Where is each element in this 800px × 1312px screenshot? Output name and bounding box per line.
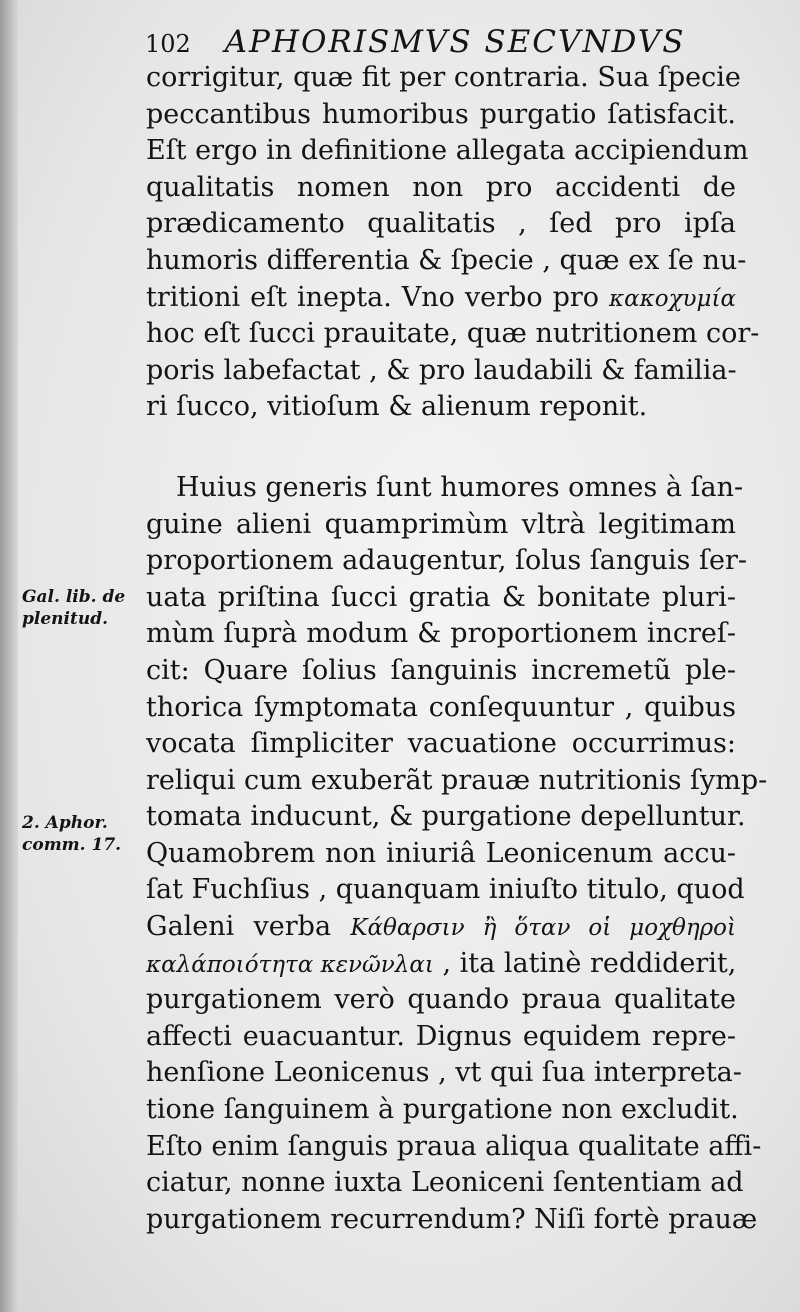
paragraph-gap	[146, 426, 736, 470]
text-line: cit: Quare ſolius ſanguinis incremetũ ple-	[146, 654, 736, 686]
text-line: peccantibus humoribus purgatio ſatisfacit.	[146, 98, 736, 130]
text-line: ciatur, nonne iuxta Leoniceni ſententiam ad	[146, 1167, 744, 1199]
text-line: guine alieni quamprimùm vltrà legitimam	[146, 508, 736, 540]
text-line: corrigitur, quæ fit per contraria. Sua ſpecie	[146, 62, 741, 93]
text-line: mùm ſuprà modum & proportionem increſ-	[146, 618, 736, 650]
text-line: humoris differentia & ſpecie , quæ ex ſe nu-	[146, 244, 747, 276]
text-line: poris labefactat , & pro laudabili & familia-	[146, 354, 737, 386]
margin-note-line: comm. 17.	[22, 835, 122, 855]
text-line: thorica ſymptomata conſequuntur , quibus	[146, 691, 736, 723]
running-title: APHORISMVS SECVNDVS	[224, 24, 686, 60]
text-line: hoc eſt ſucci prauitate, quæ nutritionem cor-	[146, 318, 760, 350]
text-line: ri ſucco, vitioſum & alienum reponit.	[146, 391, 648, 423]
text-line: tione ſanguinem à purgatione non excludit.	[146, 1094, 739, 1126]
text-fragment: tritioni eſt inepta. Vno verbo pro	[146, 281, 600, 313]
running-header	[145, 20, 745, 64]
text-line: Huius generis ſunt humores omnes à ſan-	[176, 471, 744, 503]
text-line: qualitatis nomen non pro accidenti de	[146, 171, 736, 203]
text-line	[146, 946, 736, 983]
margin-note-galen	[22, 586, 140, 630]
greek-quote: Κάθαρσιν ἢ ὅταν οἱ μοχθηροὶ	[350, 915, 736, 942]
text-line: henſione Leonicenus , vt qui ſua interpreta-	[146, 1057, 742, 1089]
text-line: prædicamento qualitatis , ſed pro ipſa	[146, 208, 736, 240]
margin-note-line: 2. Aphor.	[22, 813, 108, 833]
margin-note-aphor	[22, 812, 140, 856]
greek-quote: καλάποιότητα κενῶνλαι	[146, 951, 434, 978]
text-line: affecti euacuantur. Dignus equidem repre-	[146, 1020, 736, 1052]
text-line	[146, 280, 736, 317]
greek-word: κακοχυμία	[609, 285, 736, 312]
text-line: Quamobrem non iniuriâ Leonicenum accu-	[146, 837, 736, 869]
margin-note-line: Gal. lib. de	[22, 587, 126, 607]
text-line: Eſt ergo in definitione allegata accipiendum	[146, 135, 749, 167]
text-line: Eſto enim ſanguis praua aliqua qualitate affi-	[146, 1130, 762, 1162]
margin-note-line: plenitud.	[22, 609, 108, 629]
text-line: vocata ſimpliciter vacuatione occurrimus:	[146, 728, 736, 760]
text-fragment: Galeni verba	[146, 911, 332, 943]
text-line	[146, 909, 736, 946]
text-line: reliqui cum exuberãt prauæ nutritionis ſymp-	[146, 764, 768, 796]
text-line: tomata inducunt, & purgatione depelluntur.	[146, 801, 746, 833]
binding-gutter	[0, 0, 18, 1312]
text-line: purgationem recurrendum? Niſi fortè prauæ	[146, 1203, 758, 1235]
text-line: ſat Fuchſius , quanquam iniuſto titulo, quod	[146, 874, 745, 906]
text-line: uata priſtina ſucci gratia & bonitate pluri-	[146, 581, 736, 613]
text-fragment: , ita latinè reddiderit,	[442, 947, 737, 979]
text-line: purgationem verò quando praua qualitate	[146, 984, 736, 1016]
text-line: proportionem adaugentur, ſolus ſanguis ſer-	[146, 545, 747, 577]
text-block	[146, 60, 768, 1238]
page-number: 102	[145, 30, 191, 58]
